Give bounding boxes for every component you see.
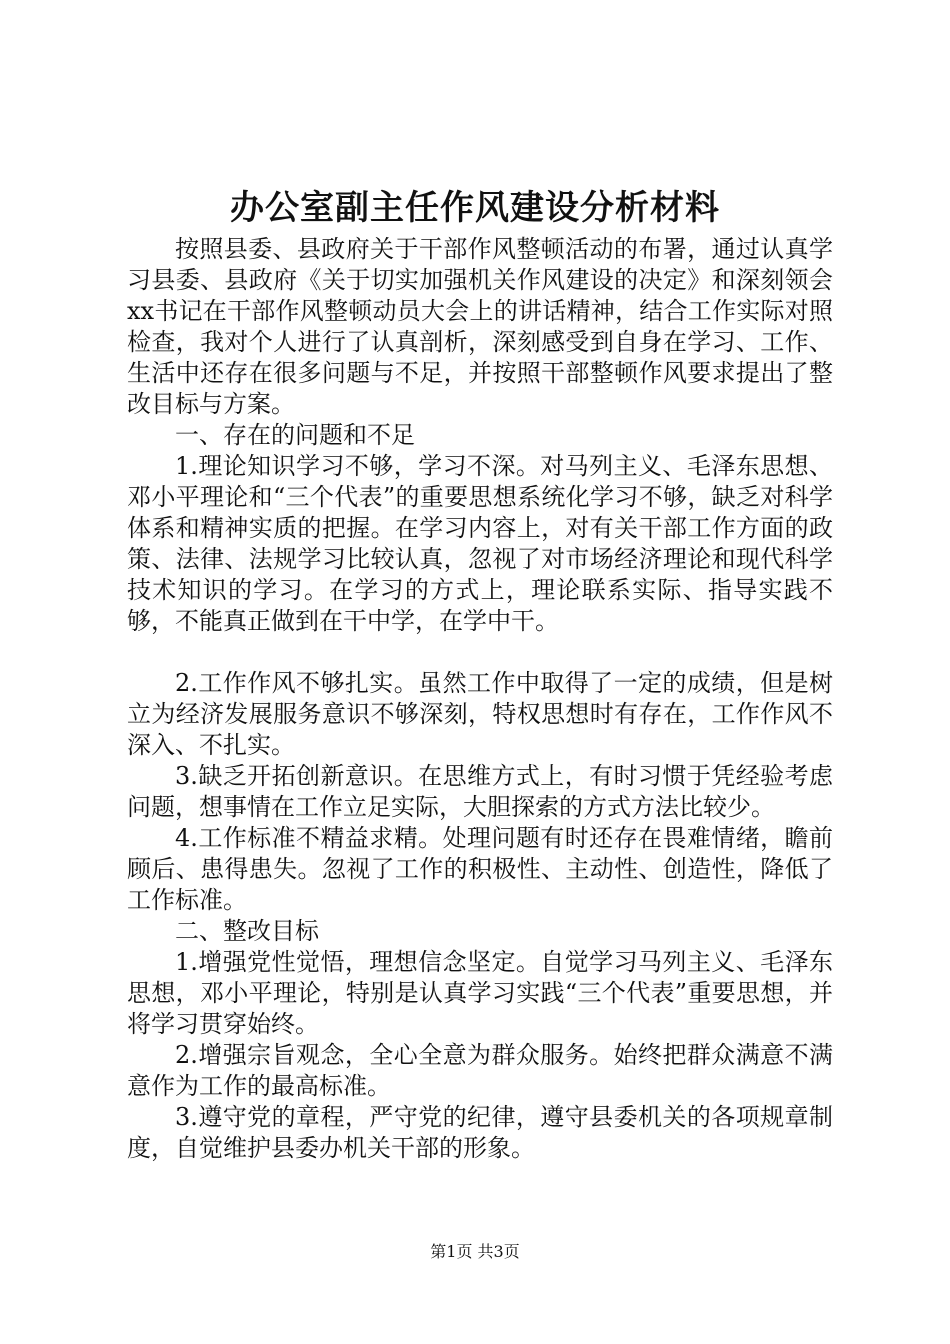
problem-item-3: 3.缺乏开拓创新意识。在思维方式上，有时习惯于凭经验考虑问题，想事情在工作立足实际，大胆探索的方式方法比较少。 <box>127 762 833 821</box>
goal-item-2: 2.增强宗旨观念，全心全意为群众服务。始终把群众满意不满意作为工作的最高标准。 <box>127 1041 833 1100</box>
problem-item-4: 4.工作标准不精益求精。处理问题有时还存在畏难情绪，瞻前顾后、患得患失。忽视了工作的积极性、主动性、创造性，降低了工作标准。 <box>127 824 833 914</box>
blank-line <box>127 637 833 668</box>
section-heading-problems: 一、存在的问题和不足 <box>175 421 415 449</box>
document-body <box>127 234 833 1164</box>
problem-item-1: 1.理论知识学习不够，学习不深。对马列主义、毛泽东思想、邓小平理论和“三个代表”的重要思想系统化学习不够，缺乏对科学体系和精神实质的把握。在学习内容上，对有关干部工作方面的政策、法律、法规学习比较认真，忽视了对市场经济理论和现代科学技术知识的学习。在学习的方式上，理论联系实际、指导实践不够，不能真正做到在干中学，在学中干。 <box>127 452 833 635</box>
section-heading-goals: 二、整改目标 <box>175 917 319 945</box>
goal-item-1: 1.增强党性觉悟，理想信念坚定。自觉学习马列主义、毛泽东思想，邓小平理论，特别是认真学习实践“三个代表”重要思想，并将学习贯穿始终。 <box>127 948 833 1038</box>
goal-item-3: 3.遵守党的章程，严守党的纪律，遵守县委机关的各项规章制度，自觉维护县委办机关干部的形象。 <box>127 1103 833 1162</box>
document-title: 办公室副主任作风建设分析材料 <box>230 188 720 228</box>
page-footer: 第1页 共3页 <box>430 1242 520 1261</box>
problem-item-2: 2.工作作风不够扎实。虽然工作中取得了一定的成绩，但是树立为经济发展服务意识不够深刻，特权思想时有存在，工作作风不深入、不扎实。 <box>127 669 833 759</box>
intro-paragraph: 按照县委、县政府关于干部作风整顿活动的布署，通过认真学习县委、县政府《关于切实加强机关作风建设的决定》和深刻领会xx书记在干部作风整顿动员大会上的讲话精神，结合工作实际对照检查，我对个人进行了认真剖析，深刻感受到自身在学习、工作、生活中还存在很多问题与不足，并按照干部整顿作风要求提出了整改目标与方案。 <box>127 235 833 418</box>
